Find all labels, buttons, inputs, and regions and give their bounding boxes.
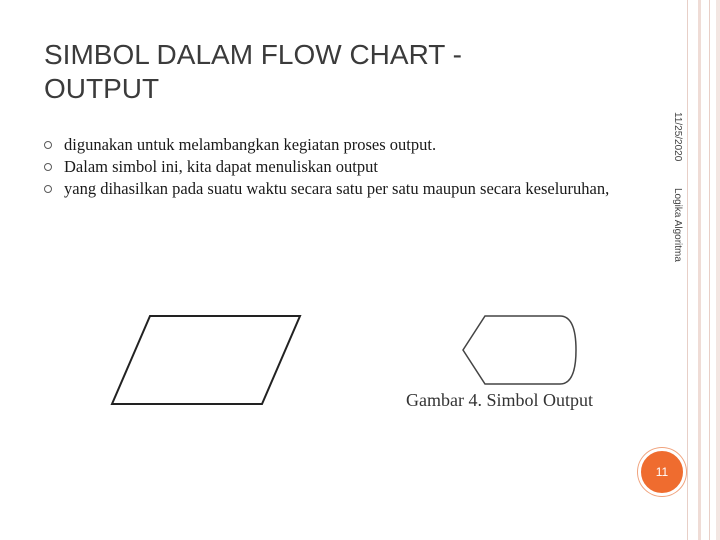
bullet-item bbox=[44, 156, 644, 177]
decorative-stripe bbox=[698, 0, 701, 540]
title-line-1: SIMBOL DALAM FLOW CHART - bbox=[44, 39, 462, 70]
bullet-circle-icon bbox=[44, 185, 52, 193]
title-line-2: OUTPUT bbox=[44, 73, 160, 104]
parallelogram-shape bbox=[112, 316, 300, 404]
bullet-circle-icon bbox=[44, 163, 52, 171]
page-number: 11 bbox=[655, 465, 669, 479]
bullet-text: digunakan untuk melambangkan kegiatan proses output. bbox=[64, 135, 437, 154]
decorative-stripe bbox=[687, 0, 688, 540]
bullet-text: Dalam simbol ini, kita dapat menuliskan output bbox=[64, 157, 378, 176]
bullet-item bbox=[44, 134, 644, 155]
figure-caption: Gambar 4. Simbol Output bbox=[406, 390, 593, 410]
decorative-stripe bbox=[716, 0, 720, 540]
output-symbol-figure bbox=[100, 300, 630, 430]
bullet-item bbox=[44, 178, 644, 199]
side-course-name: Logika Algoritma bbox=[672, 188, 683, 262]
slide-title bbox=[44, 38, 604, 106]
decorative-stripe bbox=[709, 0, 710, 540]
bullet-text: yang dihasilkan pada suatu waktu secara satu per satu maupun secara keseluruhan, bbox=[64, 179, 610, 198]
side-date: 11/25/2020 bbox=[672, 112, 683, 162]
bullet-circle-icon bbox=[44, 141, 52, 149]
display-shape bbox=[463, 316, 576, 384]
bullet-list bbox=[44, 134, 644, 200]
page-number-badge bbox=[638, 448, 686, 496]
